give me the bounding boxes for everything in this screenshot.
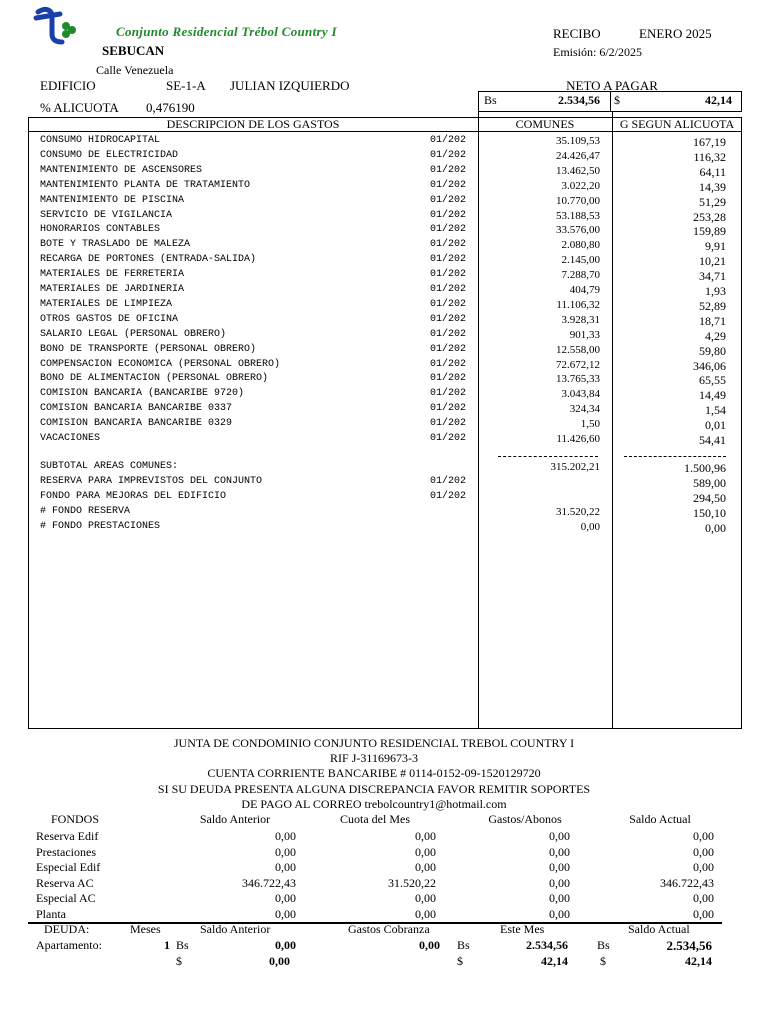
footer-line-3: CUENTA CORRIENTE BANCARIBE # 0114-0152-09-1520129720 <box>207 766 541 780</box>
alicuota-value: 0,476190 <box>146 100 195 115</box>
fund-name: Reserva AC <box>36 875 94 890</box>
logo-icon <box>30 4 78 46</box>
col-header-alicuota: G SEGUN ALICUOTA <box>619 117 735 131</box>
expense-alicuota: 9,91 <box>705 239 726 254</box>
expense-desc: CONSUMO DE ELECTRICIDAD <box>40 149 179 161</box>
summary-comunes: 315.202,21 <box>550 461 600 473</box>
expense-comunes: 1,50 <box>580 418 600 431</box>
expense-comunes: 13.765,33 <box>556 373 600 386</box>
debt-usd-label-2: $ <box>457 954 463 968</box>
debt-bs-label-1: Bs <box>176 938 189 952</box>
expense-comunes: 24.426,47 <box>556 149 600 162</box>
summary-alicuota: 589,00 <box>693 476 726 490</box>
expense-desc: HONORARIOS CONTABLES <box>40 224 161 236</box>
expense-alicuota: 51,29 <box>699 194 726 209</box>
expense-comunes: 13.462,50 <box>556 164 600 177</box>
expense-comunes: 7.288,70 <box>561 269 600 282</box>
expense-alicuota: 346,06 <box>693 358 726 373</box>
expense-desc: MATERIALES DE FERRETERIA <box>40 269 185 281</box>
fund-anterior: 0,00 <box>275 891 296 905</box>
emission-date: Emisión: 6/2/2025 <box>553 45 643 59</box>
expense-alicuota: 64,11 <box>699 164 726 179</box>
expense-alicuota: 54,41 <box>699 433 726 447</box>
fund-anterior: 346.722,43 <box>242 875 296 890</box>
subtotal-dash-comunes <box>498 456 598 457</box>
expense-period: 01/202 <box>430 343 467 355</box>
fund-name: Prestaciones <box>36 844 96 859</box>
expense-period: 01/202 <box>430 164 467 176</box>
neto-divider <box>610 91 611 112</box>
fund-actual: 0,00 <box>693 891 714 905</box>
org-name: Conjunto Residencial Trébol Country I <box>116 24 337 39</box>
expense-comunes: 901,33 <box>569 328 600 341</box>
summary-desc: SUBTOTAL AREAS COMUNES: <box>40 461 179 472</box>
debt-usd-label-3: $ <box>600 954 606 968</box>
expense-desc: COMISION BANCARIA BANCARIBE 0337 <box>40 403 233 415</box>
expense-desc: COMISION BANCARIA BANCARIBE 0329 <box>40 418 233 430</box>
expense-period: 01/202 <box>430 254 467 266</box>
expense-alicuota: 159,89 <box>693 224 726 239</box>
neto-usd-label: $ <box>614 93 620 107</box>
debt-bs-label-3: Bs <box>597 938 610 952</box>
debt-anterior-bs: 0,00 <box>275 938 296 952</box>
summary-alicuota: 0,00 <box>705 521 726 535</box>
expense-alicuota: 10,21 <box>699 254 726 269</box>
expense-period: 01/202 <box>430 403 467 415</box>
fund-actual: 0,00 <box>693 906 714 921</box>
debt-este-mes-usd: 42,14 <box>541 954 568 968</box>
neto-bs-label: Bs <box>484 93 497 107</box>
fund-cuota: 0,00 <box>415 860 436 874</box>
expense-desc: SALARIO LEGAL (PERSONAL OBRERO) <box>40 328 227 340</box>
debt-actual-bs: 2.534,56 <box>666 938 712 953</box>
expense-comunes: 2.145,00 <box>561 254 600 267</box>
summary-comunes: 0,00 <box>580 521 600 533</box>
summary-desc: # FONDO RESERVA <box>40 506 131 517</box>
funds-header-cuota: Cuota del Mes <box>340 812 410 826</box>
expense-desc: MATERIALES DE JARDINERIA <box>40 284 185 295</box>
funds-header-anterior: Saldo Anterior <box>199 812 271 826</box>
expense-period: 01/202 <box>430 298 467 310</box>
expense-desc: CONSUMO HIDROCAPITAL <box>40 135 161 146</box>
fund-anterior: 0,00 <box>275 860 296 874</box>
funds-header-fondos: FONDOS <box>50 812 99 826</box>
expense-period: 01/202 <box>430 418 467 430</box>
summary-alicuota: 150,10 <box>693 506 726 520</box>
neto-label: NETO A PAGAR <box>566 78 658 93</box>
summary-period: 01/202 <box>430 491 467 502</box>
expense-period: 01/202 <box>430 328 467 340</box>
expense-alicuota: 14,49 <box>699 388 726 403</box>
expense-period: 01/202 <box>430 239 467 251</box>
table-col-divider-1 <box>478 112 479 729</box>
expense-comunes: 3.928,31 <box>561 313 600 326</box>
expense-desc: BONO DE ALIMENTACION (PERSONAL OBRERO) <box>40 373 269 385</box>
fund-gastos: 0,00 <box>549 891 570 905</box>
fund-cuota: 31.520,22 <box>388 875 436 890</box>
fund-name: Reserva Edif <box>36 829 99 843</box>
expense-comunes: 72.672,12 <box>556 358 600 371</box>
expense-comunes: 3.022,20 <box>561 179 600 192</box>
expense-alicuota: 59,80 <box>699 343 726 358</box>
expense-alicuota: 65,55 <box>699 373 726 388</box>
expense-comunes: 324,34 <box>569 403 600 416</box>
fund-gastos: 0,00 <box>549 906 570 921</box>
summary-alicuota: 1.500,96 <box>684 461 726 475</box>
expense-comunes: 10.770,00 <box>556 194 600 207</box>
expense-period: 01/202 <box>430 373 467 385</box>
expense-comunes: 12.558,00 <box>556 343 600 356</box>
fund-cuota: 0,00 <box>415 829 436 843</box>
expense-comunes: 2.080,80 <box>561 239 600 252</box>
doc-period: ENERO 2025 <box>639 26 712 41</box>
expense-desc: MATERIALES DE LIMPIEZA <box>40 298 173 310</box>
neto-bs-value: 2.534,56 <box>558 93 600 107</box>
debt-anterior-usd: 0,00 <box>269 954 290 968</box>
expense-alicuota: 34,71 <box>699 269 726 284</box>
debt-header-este-mes: Este Mes <box>500 922 545 936</box>
funds-header-actual: Saldo Actual <box>629 812 691 826</box>
fund-anterior: 0,00 <box>275 906 296 921</box>
footer-line-5: DE PAGO AL CORREO trebolcountry1@hotmail.com <box>241 797 507 811</box>
expense-desc: MANTENIMIENTO PLANTA DE TRATAMIENTO <box>40 179 251 191</box>
expense-period: 01/202 <box>430 179 467 191</box>
expense-comunes: 3.043,84 <box>561 388 600 401</box>
expense-period: 01/202 <box>430 433 467 444</box>
fund-actual: 0,00 <box>693 844 714 859</box>
fund-gastos: 0,00 <box>549 860 570 874</box>
debt-row-label: Apartamento: <box>36 938 102 952</box>
expense-alicuota: 167,19 <box>693 135 726 149</box>
expense-alicuota: 0,01 <box>705 418 726 433</box>
fund-anterior: 0,00 <box>275 844 296 859</box>
fund-cuota: 0,00 <box>415 906 436 921</box>
debt-bs-label-2: Bs <box>457 938 470 952</box>
expense-desc: MANTENIMIENTO DE ASCENSORES <box>40 164 203 176</box>
expense-alicuota: 52,89 <box>699 298 726 313</box>
debt-header-actual: Saldo Actual <box>628 922 690 936</box>
expense-period: 01/202 <box>430 224 467 236</box>
alicuota-label: % ALICUOTA <box>40 100 119 115</box>
debt-header-anterior: Saldo Anterior <box>200 922 271 936</box>
expense-period: 01/202 <box>430 194 467 206</box>
fund-actual: 346.722,43 <box>660 875 714 890</box>
footer-line-4: SI SU DEUDA PRESENTA ALGUNA DISCREPANCIA FAVOR REMITIR SOPORTES <box>157 782 591 796</box>
expense-period: 01/202 <box>430 269 467 281</box>
debt-actual-usd: 42,14 <box>685 954 712 968</box>
expense-period: 01/202 <box>430 313 467 325</box>
expense-comunes: 404,79 <box>569 284 600 296</box>
summary-desc: RESERVA PARA IMPREVISTOS DEL CONJUNTO <box>40 476 263 487</box>
summary-period: 01/202 <box>430 476 467 487</box>
footer-line-1: JUNTA DE CONDOMINIO CONJUNTO RESIDENCIAL TREBOL COUNTRY I <box>173 736 575 750</box>
funds-header-gastos: Gastos/Abonos <box>488 812 562 826</box>
edificio-label: EDIFICIO <box>40 78 96 93</box>
expense-desc: SERVICIO DE VIGILANCIA <box>40 209 173 221</box>
expense-desc: COMISION BANCARIA (BANCARIBE 9720) <box>40 388 245 400</box>
expense-period: 01/202 <box>430 284 467 295</box>
summary-desc: # FONDO PRESTACIONES <box>40 521 161 532</box>
expense-period: 01/202 <box>430 209 467 221</box>
debt-meses: 1 <box>164 938 170 952</box>
expense-alicuota: 14,39 <box>699 179 726 194</box>
col-header-comunes: COMUNES <box>515 117 575 131</box>
owner-name: JULIAN IZQUIERDO <box>230 78 350 93</box>
table-col-divider-2 <box>612 112 613 729</box>
expense-comunes: 11.106,32 <box>556 298 600 311</box>
footer-line-2: RIF J-31169673-3 <box>330 751 418 765</box>
col-header-desc: DESCRIPCION DE LOS GASTOS <box>166 117 340 131</box>
fund-name: Especial AC <box>36 891 96 905</box>
street: Calle Venezuela <box>96 63 174 77</box>
fund-gastos: 0,00 <box>549 829 570 843</box>
expense-alicuota: 1,93 <box>705 284 726 298</box>
fund-cuota: 0,00 <box>415 891 436 905</box>
expense-alicuota: 116,32 <box>693 149 726 164</box>
fund-name: Especial Edif <box>36 860 101 874</box>
expense-alicuota: 1,54 <box>705 403 726 418</box>
expense-alicuota: 253,28 <box>693 209 726 224</box>
expense-comunes: 33.576,00 <box>556 224 600 237</box>
expense-period: 01/202 <box>430 135 467 146</box>
apartment-code: SE-1-A <box>166 78 206 93</box>
summary-alicuota: 294,50 <box>693 491 726 505</box>
subtotal-dash-alicuota <box>624 456 726 457</box>
expense-period: 01/202 <box>430 388 467 400</box>
fund-actual: 0,00 <box>693 860 714 874</box>
neto-usd-value: 42,14 <box>705 93 732 107</box>
fund-name: Planta <box>36 906 66 921</box>
expense-comunes: 53.188,53 <box>556 209 600 222</box>
summary-comunes: 31.520,22 <box>556 506 600 518</box>
debt-este-mes-bs: 2.534,56 <box>526 938 568 952</box>
fund-anterior: 0,00 <box>275 829 296 843</box>
debt-cobranza-bs: 0,00 <box>419 938 440 952</box>
expense-desc: BONO DE TRANSPORTE (PERSONAL OBRERO) <box>40 343 257 355</box>
expense-desc: RECARGA DE PORTONES (ENTRADA-SALIDA) <box>40 254 257 266</box>
city: SEBUCAN <box>102 43 165 58</box>
expense-comunes: 35.109,53 <box>556 135 600 147</box>
summary-desc: FONDO PARA MEJORAS DEL EDIFICIO <box>40 491 227 502</box>
debt-usd-label-1: $ <box>176 954 182 968</box>
fund-actual: 0,00 <box>693 829 714 843</box>
debt-header-meses: Meses <box>130 922 161 936</box>
expense-desc: VACACIONES <box>40 433 101 444</box>
expense-alicuota: 18,71 <box>699 313 726 328</box>
expense-comunes: 11.426,60 <box>556 433 600 445</box>
expense-alicuota: 4,29 <box>705 328 726 343</box>
debt-header-deuda: DEUDA: <box>44 922 90 936</box>
fund-cuota: 0,00 <box>415 844 436 859</box>
expense-desc: BOTE Y TRASLADO DE MALEZA <box>40 239 191 251</box>
debt-header-cobranza: Gastos Cobranza <box>348 922 430 936</box>
expense-period: 01/202 <box>430 149 467 161</box>
fund-gastos: 0,00 <box>549 875 570 890</box>
doc-type: RECIBO <box>553 26 601 41</box>
expense-desc: COMPENSACION ECONOMICA (PERSONAL OBRERO) <box>40 358 281 370</box>
expense-desc: OTROS GASTOS DE OFICINA <box>40 313 179 325</box>
expense-desc: MANTENIMIENTO DE PISCINA <box>40 194 185 206</box>
expense-period: 01/202 <box>430 358 467 370</box>
fund-gastos: 0,00 <box>549 844 570 859</box>
